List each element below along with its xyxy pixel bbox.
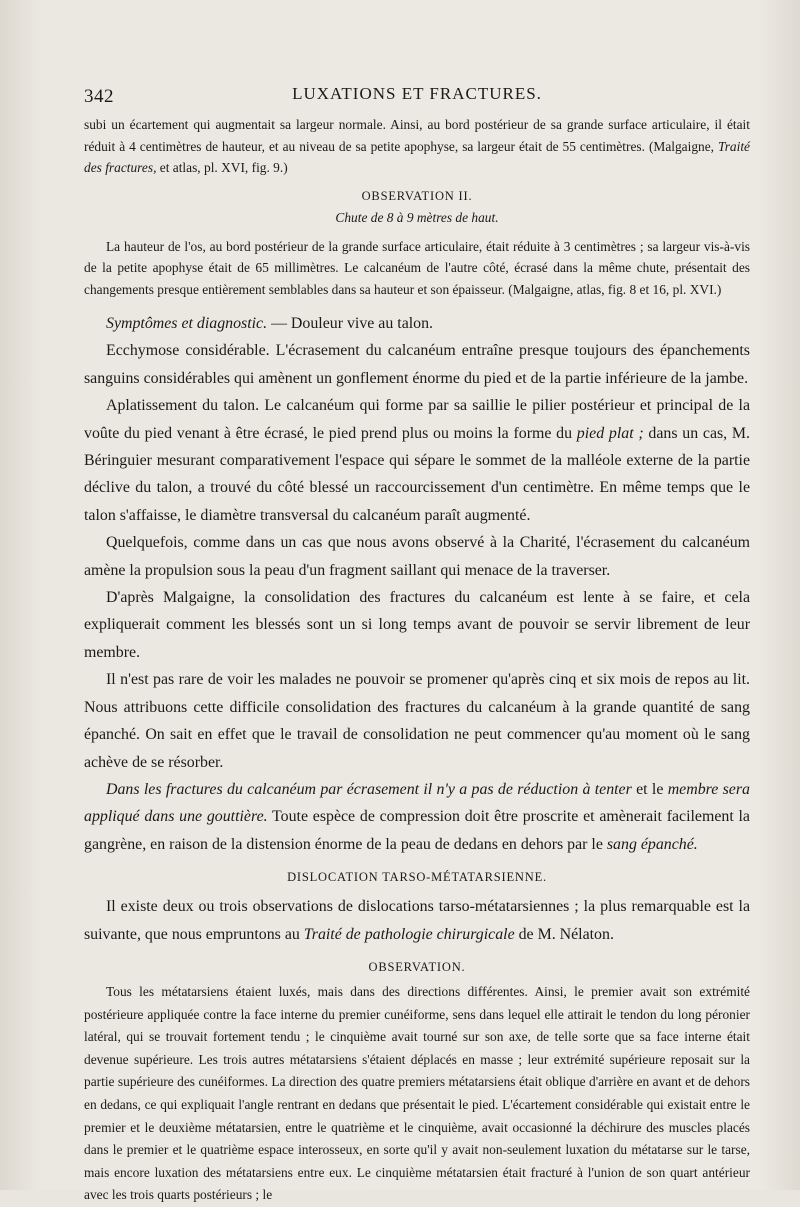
dislocation-text-b: de M. Nélaton. <box>514 925 614 943</box>
treatment-paragraph <box>84 776 750 858</box>
observation-text: Tous les métatarsiens étaient luxés, mais dans des directions différentes. Ainsi, le premier avait son extrémité postérieure appliquée contre la face interne du premier cunéiforme, sens dans lequel elle attirait le tendon du long péronier latéral, qui se trouvait fortement tendu ; le cinquième avait tourné sur son axe, de telle sorte que sa face interne était devenue supérieure. Les trois autres métatarsiens s'étaient déplacés en masse ; leur extrémité supérieure reposait sur la partie supérieure des cunéiformes. La direction des quatre premiers métatarsiens était oblique d'arrière en avant et de dehors en dedans, ce qui expliquait l'angle rentrant en dedans que présentait le pied. L'écartement considérable qui existait entre le premier et le deuxième métatarsien, entre le quatrième et le cinquième, avait occasionné la déchirure des muscles placés dans le premier et le quatrième espace interosseux, en sorte qu'il y avait non-seulement luxation du métatarse sur le tarse, mais encore luxation des métatarsiens entre eux. Le cinquième métatarsien était fracturé à l'union de son quart antérieur avec les trois quarts postérieurs ; le <box>84 983 750 1203</box>
treatment-italic-2: membre sera appliqué dans une gouttière. <box>84 780 750 826</box>
observation-heading: OBSERVATION. <box>368 959 466 974</box>
dislocation-paragraph <box>84 893 750 948</box>
treatment-text-2: Toute espèce de compression doit être proscrite et amènerait facilement la gangrène, en raison de la distension énorme de la peau de dedans en dehors par le <box>84 808 750 853</box>
observation-2-subheading: Chute de 8 à 9 mètres de haut. <box>335 209 499 225</box>
observation-2-text: La hauteur de l'os, au bord postérieur de la grande surface articulaire, était réduite à 3 centimètres ; sa largeur vis-à-vis de la petite apophyse était de 65 millimètres. Le calcanéum de l'autre côté, écrasé dans la même chute, présentait des changements presque entièrement semblables dans sa hauteur et son épaisseur. (Malgaigne, atlas, fig. 8 et 16, pl. XVI.) <box>84 238 750 297</box>
citation-prefix: (Malgaigne, <box>648 138 718 154</box>
continued-paragraph <box>84 114 750 179</box>
p2-italic: pied plat ; <box>576 424 644 442</box>
symptoms-lead: — Douleur vive au talon. <box>267 315 434 332</box>
citation-suffix: , et atlas, pl. XVI, fig. 9.) <box>153 160 288 175</box>
symptoms-paragraph <box>84 310 750 337</box>
page-content <box>84 114 750 1207</box>
dislocation-text-a: Il existe deux ou trois observations de dislocations tarso-métatarsiennes ; la plus remarquable est la suivante, que nous empruntons au <box>84 898 750 943</box>
symptoms-label: Symptômes et diagnostic. <box>106 315 268 332</box>
dislocation-italic: Traité de pathologie chirurgicale <box>303 925 515 943</box>
symptoms-paragraph-5: Il n'est pas rare de voir les malades ne pouvoir se promener qu'après cinq et six mois de repos au lit. Nous attribuons cette difficile consolidation des fractures du calcanéum à la grande quantité de sang épanché. On sait en effet que le travail de consolidation ne peut commencer qu'au moment où le sang achève de se résorber. <box>84 671 750 771</box>
symptoms-paragraph-2 <box>84 392 750 529</box>
citation-title: Traité des fractures <box>84 138 750 175</box>
p2-text-b: dans un cas, M. Béringuier mesurant comparativement l'espace qui sépare le sommet de la malléole externe de la partie déclive du talon, a trouvé du côté blessé un raccourcissement d'un centimètre. En même temps que le talon s'affaisse, le diamètre transversal du calcanéum paraît augmenté. <box>84 424 750 524</box>
treatment-italic-3: sang épanché. <box>606 835 698 853</box>
treatment-italic-1: Dans les fractures du calcanéum par écrasement il n'y a pas de réduction à tenter <box>106 780 632 798</box>
dislocation-heading: DISLOCATION TARSO-MÉTATARSIENNE. <box>287 870 547 885</box>
symptoms-paragraph-4: D'après Malgaigne, la consolidation des fractures du calcanéum est lente à se faire, et cela expliquerait comment les blessés sont un si long temps avant de pouvoir se servir librement de leur membre. <box>84 589 750 661</box>
running-head <box>84 84 750 114</box>
observation-2-heading: OBSERVATION II. <box>361 188 473 203</box>
p2-text-a: Aplatissement du talon. Le calcanéum qui forme par sa saillie le pilier postérieur et principal de la voûte du pied venant à être écrasé, le pied prend plus ou moins la forme du <box>84 397 750 442</box>
page-number: 342 <box>84 86 114 107</box>
treatment-text-1: et le <box>631 780 668 798</box>
symptoms-paragraph-1: Ecchymose considérable. L'écrasement du calcanéum entraîne presque toujours des épanchements sanguins considérables qui amènent un gonflement énorme du pied et de la partie inférieure de la jambe. <box>84 342 750 387</box>
symptoms-paragraph-3: Quelquefois, comme dans un cas que nous avons observé à la Charité, l'écrasement du calcanéum amène la propulsion sous la peau d'un fragment saillant qui menace de la traverser. <box>84 534 750 579</box>
running-title: LUXATIONS ET FRACTURES. <box>292 84 542 103</box>
continued-text: subi un écartement qui augmentait sa largeur normale. Ainsi, au bord postérieur de sa grande surface articulaire, il était réduit à 4 centimètres de hauteur, et au niveau de sa petite apophyse, sa largeur était de 55 centimètres. <box>84 117 750 154</box>
